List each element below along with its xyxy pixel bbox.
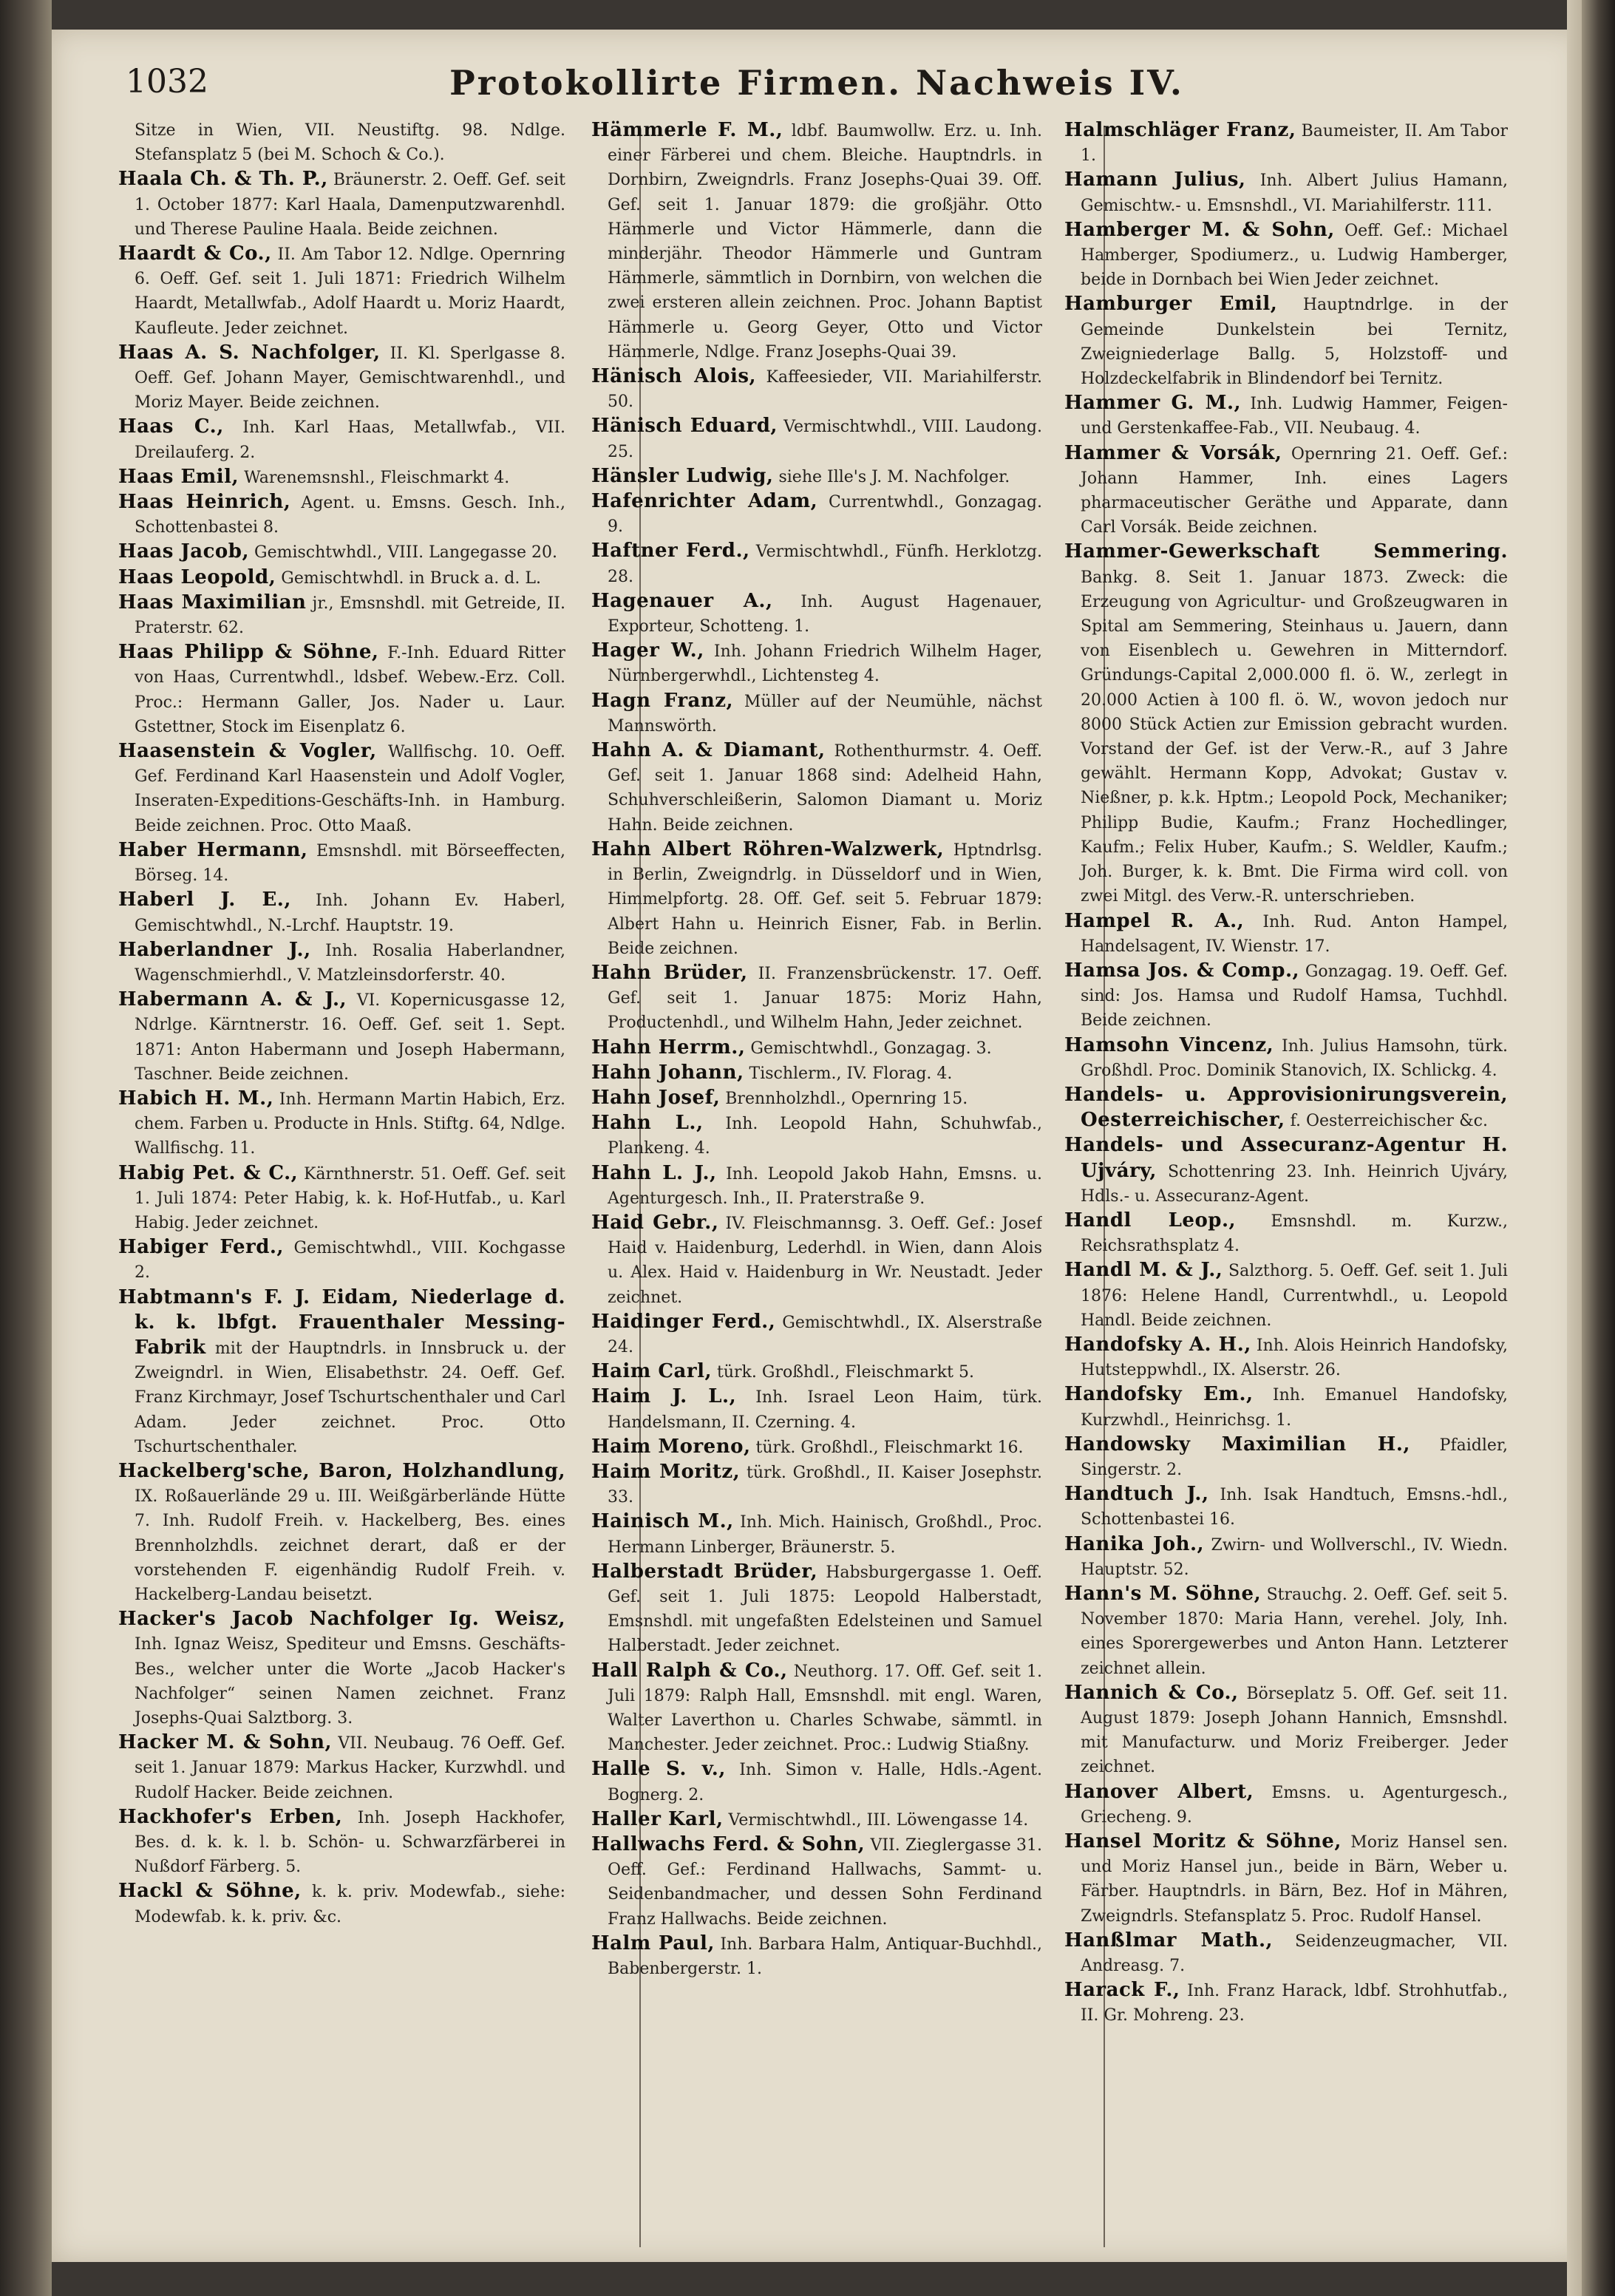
directory-entry [118, 565, 565, 591]
firm-details: jr., Emsnshdl. mit Getreide, II. Praterstr. 62. [135, 594, 565, 638]
firm-details: Schottenring 23. Inh. Heinrich Ujváry, Hdls.- u. Assecuranz-Agent. [1081, 1162, 1508, 1206]
firm-details: Inh. August Hagenauer, Exporteur, Schotteng. 1. [608, 592, 1042, 636]
firm-details: F.-Inh. Eduard Ritter von Haas, Currentwhdl., ldsbef. Webew.-Erz. Coll. Proc.: Hermann Galler, Jos. Nader u. Laur. Gstettner, Stock im Eisenplatz 6. [135, 644, 565, 736]
firm-details: Inh. Emanuel Handofsky, Kurzwhdl., Heinrichsg. 1. [1081, 1386, 1508, 1430]
directory-entry [118, 988, 565, 1087]
firm-details: Inh. Albert Julius Hamann, Gemischtw.- u. Emsnshdl., VI. Mariahilferstr. 111. [1081, 171, 1508, 215]
directory-entry [1064, 1582, 1508, 1681]
firm-name: Hansel Moritz & Söhne, [1064, 1830, 1342, 1853]
firm-name: Handl Leop., [1064, 1209, 1237, 1232]
directory-entry [118, 490, 565, 540]
directory-entry [591, 1385, 1042, 1434]
directory-entry [1064, 1033, 1508, 1083]
firm-details: II. Franzensbrückenstr. 17. Oeff. Gef. seit 1. Januar 1875: Moriz Hahn, Productenhdl., und Wilhelm Hahn, Jeder zeichnet. [608, 964, 1042, 1033]
firm-details: Kärnthnerstr. 51. Oeff. Gef. seit 1. Juli 1874: Peter Habig, k. k. Hof-Hutfab., u. Karl Habig. Jeder zeichnet. [135, 1164, 565, 1232]
firm-details: Inh. Israel Leon Haim, türk. Handelsmann, II. Czerning. 4. [608, 1388, 1042, 1432]
firm-name: Habtmann's F. J. Eidam, Niederlage d. k. k. lbfgt. Frauenthaler Messing-Fabrik [118, 1285, 565, 1359]
directory-entry [591, 464, 1042, 489]
directory-entry [1064, 1532, 1508, 1582]
directory-entry [1064, 118, 1508, 168]
directory-entry [1064, 1333, 1508, 1382]
firm-details: Pfaidler, Singerstr. 2. [1081, 1436, 1508, 1479]
directory-entry [118, 1235, 565, 1285]
directory-entry [118, 1879, 565, 1929]
directory-entry [1064, 1083, 1508, 1133]
firm-name: Haala Ch. & Th. P., [118, 168, 328, 191]
firm-name: Harack F., [1064, 1979, 1180, 2002]
directory-entry [591, 1509, 1042, 1559]
firm-details: Oeff. Gef.: Michael Hamberger, Spodiumerz., u. Ludwig Hamberger, beide in Dornbach bei Wien Jeder zeichnet. [1081, 221, 1508, 290]
firm-name: Hainisch M., [591, 1510, 734, 1533]
directory-entry [1064, 1482, 1508, 1532]
directory-entry [118, 1607, 565, 1731]
directory-entry [118, 341, 565, 415]
firm-name: Halle S. v., [591, 1758, 726, 1781]
firm-name: Haberlandner J., [118, 938, 311, 961]
firm-name: Hänisch Eduard, [591, 415, 778, 438]
firm-name: Haid Gebr., [591, 1211, 719, 1234]
directory-column-2 [591, 118, 1042, 2247]
directory-entry [591, 1560, 1042, 1659]
firm-details: Moriz Hansel sen. und Moriz Hansel jun., beide in Bärn, Weber u. Färber. Hauptndrls. in Bärn, Bez. Hof in Mähren, Zweigndrls. Stefansplatz 5. Proc. Rudolf Hansel. [1081, 1833, 1508, 1926]
directory-entry [1064, 1978, 1508, 2028]
firm-details: Hptndrlsg. in Berlin, Zweigndrlg. in Düsseldorf und in Wien, Himmelpfortg. 28. Off. Gef. seit 5. Februar 1879: Albert Hahn u. Heinrich Eisner, Fab. in Berlin. Beide zeichnen. [608, 840, 1042, 958]
directory-entry [1064, 1780, 1508, 1830]
firm-name: Hänsler Ludwig, [591, 464, 774, 487]
firm-details: Inh. Rosalia Haberlandner, Wagenschmierhdl., V. Matzleinsdorferstr. 40. [135, 941, 565, 985]
directory-entry [591, 1310, 1042, 1359]
firm-name: Hallwachs Ferd. & Sohn, [591, 1833, 866, 1856]
firm-name: Haim Moreno, [591, 1435, 751, 1458]
directory-entry [1064, 441, 1508, 540]
firm-name: Hamann Julius, [1064, 169, 1246, 191]
firm-name: Haim Moritz, [591, 1460, 741, 1483]
firm-name: Hackhofer's Erben, [118, 1805, 343, 1828]
firm-details: Vermischtwhdl., III. Löwengasse 14. [728, 1810, 1029, 1830]
directory-entry [591, 1161, 1042, 1211]
firm-details: k. k. priv. Modewfab., siehe: Modewfab. k. k. priv. &c. [135, 1883, 565, 1926]
firm-details: Vermischtwhdl., VIII. Laudong. 25. [608, 418, 1042, 461]
firm-details: Börseplatz 5. Off. Gef. seit 11. August 1879: Joseph Johann Hannich, Emsnshdl. mit Manufacturw. und Moriz Freiberger. Jeder zeichnet. [1081, 1684, 1508, 1777]
directory-entry [1064, 1830, 1508, 1929]
firm-name: Haber Hermann, [118, 838, 308, 861]
firm-details: mit der Hauptndrls. in Innsbruck u. der Zweigndrl. in Wien, Elisabethstr. 24. Oeff. Gef. Franz Kirchmayr, Josef Tschurtschenthaler und Carl Adam. Jeder zeichnet. Proc. Otto Tschurtschenthaler. [135, 1339, 565, 1456]
firm-name: Handl M. & J., [1064, 1259, 1223, 1282]
firm-details: VII. Zieglergasse 31. Oeff. Gef.: Ferdinand Hallwachs, Sammt- u. Seidenbandmacher, und dessen Sohn Ferdinand Franz Hallwachs. Beide zeichnen. [608, 1836, 1042, 1929]
directory-entry [591, 738, 1042, 838]
firm-details: Inh. Barbara Halm, Antiquar-Buchhdl., Babenbergerstr. 1. [608, 1935, 1042, 1979]
firm-name: Haas Maximilian [118, 591, 307, 614]
firm-name: Haas Jacob, [118, 540, 250, 563]
firm-name: Handels- und Assecuranz-Agentur H. Ujváry, [1064, 1134, 1508, 1182]
firm-details: Salzthorg. 5. Oeff. Gef. seit 1. Juli 1876: Helene Handl, Currentwhdl., u. Leopold Handl. Beide zeichnen. [1081, 1262, 1508, 1330]
directory-entry [591, 1086, 1042, 1111]
firm-name: Hahn L. J., [591, 1161, 717, 1184]
firm-name: Haas Leopold, [118, 565, 276, 588]
directory-entry [591, 1111, 1042, 1161]
firm-details: Inh. Mich. Hainisch, Großhdl., Proc. Hermann Linberger, Bräunerstr. 5. [608, 1513, 1042, 1557]
directory-entry [1064, 540, 1508, 908]
directory-entry [1064, 391, 1508, 441]
directory-entry [118, 415, 565, 464]
firm-name: Hahn Albert Röhren-Walzwerk, [591, 838, 945, 860]
firm-name: Hagn Franz, [591, 689, 734, 712]
directory-entry [1064, 1258, 1508, 1333]
firm-name: Haasenstein & Vogler, [118, 740, 377, 763]
firm-details: Inh. Leopold Hahn, Schuhwfab., Plankeng. 4. [608, 1115, 1042, 1158]
directory-entry [591, 1359, 1042, 1385]
firm-name: Hacker's Jacob Nachfolger Ig. Weisz, [118, 1608, 565, 1631]
firm-name: Haardt & Co., [118, 242, 272, 265]
firm-name: Haim J. L., [591, 1385, 737, 1408]
directory-entry [591, 364, 1042, 414]
firm-name: Hänisch Alois, [591, 365, 757, 388]
page-header [126, 63, 1508, 115]
directory-entry [118, 242, 565, 341]
firm-details: ldbf. Baumwollw. Erz. u. Inh. einer Färberei und chem. Bleiche. Hauptndrls. in Dornbirn, Zweigndrls. Franz Josephs-Quai 39. Off. Gef. seit 1. Januar 1879: die großjähr. Otto Hämmerle und Victor Hämmerle, dann die minderjähr. Theodor Hämmerle und Guntram Hämmerle, sämmtlich in Dornbirn, von welchen die zwei ersteren allein zeichnen. Proc. Johann Baptist Hämmerle u. Georg Geyer, Otto und Victor Hämmerle, Ndlge. Franz Josephs-Quai 39. [608, 122, 1042, 361]
firm-name: Hackl & Söhne, [118, 1880, 302, 1903]
binding-gutter-right [1582, 0, 1615, 2296]
firm-details: Gemischtwhdl., VIII. Kochgasse 2. [135, 1239, 565, 1283]
directory-entry [118, 591, 565, 640]
firm-name: Handofsky A. H., [1064, 1333, 1251, 1356]
firm-name: Hahn Brüder, [591, 961, 748, 984]
firm-name: Haas Philipp & Söhne, [118, 641, 379, 664]
firm-details: Gemischtwhdl. in Bruck a. d. L. [281, 568, 541, 588]
firm-name: Hagenauer A., [591, 589, 773, 612]
firm-details: Wallfischg. 10. Oeff. Gef. Ferdinand Karl Haasenstein und Adolf Vogler, Inseraten-Expeditions-Geschäfts-Inh. in Hamburg. Beide zeichnen. Proc. Otto Maaß. [135, 743, 565, 835]
firm-details: Emsns. u. Agenturgesch., Griecheng. 9. [1081, 1783, 1508, 1827]
firm-name: Hall Ralph & Co., [591, 1659, 788, 1682]
firm-name: Handowsky Maximilian H., [1064, 1433, 1410, 1456]
firm-name: Hamburger Emil, [1064, 293, 1278, 316]
firm-name: Haas A. S. Nachfolger, [118, 341, 381, 364]
firm-details: Warenemsnshl., Fleischmarkt 4. [244, 468, 510, 487]
binding-gutter-left [0, 0, 52, 2296]
directory-entry [118, 1731, 565, 1805]
directory-entry [118, 1805, 565, 1880]
directory-entry [591, 1757, 1042, 1807]
firm-details: Inh. Julius Hamsohn, türk. Großhdl. Proc. Dominik Stanovich, IX. Schlickg. 4. [1081, 1036, 1508, 1080]
firm-name: Haftner Ferd., [591, 540, 750, 563]
firm-name: Hackelberg'sche, Baron, Holzhandlung, [118, 1459, 565, 1482]
firm-name: Hanover Albert, [1064, 1780, 1254, 1803]
directory-entry [591, 1932, 1042, 1981]
directory-entry [118, 540, 565, 565]
directory-entry [118, 888, 565, 937]
directory-entry [118, 167, 565, 242]
firm-name: Halmschläger Franz, [1064, 119, 1296, 141]
directory-entry [118, 739, 565, 838]
directory-entry [591, 489, 1042, 539]
firm-details: Inh. Johann Ev. Haberl, Gemischtwhdl., N.-Lrchf. Hauptstr. 19. [135, 891, 565, 935]
directory-entry [1064, 1382, 1508, 1432]
firm-name: Habermann A. & J., [118, 988, 347, 1011]
firm-details: VII. Neubaug. 76 Oeff. Gef. seit 1. Januar 1879: Markus Hacker, Kurzwhdl. und Rudolf Hacker. Beide zeichnen. [135, 1734, 565, 1802]
firm-details: Inh. Karl Haas, Metallwfab., VII. Dreilauferg. 2. [135, 418, 565, 462]
directory-entry [591, 1061, 1042, 1086]
firm-details: Inh. Ignaz Weisz, Spediteur und Emsns. Geschäfts-Bes., welcher unter die Worte „Jacob Hacker's Nachfolger“ seinen Namen zeichnet. Franz Josephs-Quai Salztborg. 3. [135, 1635, 565, 1728]
firm-name: Haidinger Ferd., [591, 1310, 776, 1333]
directory-entry [591, 1211, 1042, 1310]
directory-entry [591, 1807, 1042, 1833]
firm-name: Halm Paul, [591, 1932, 715, 1954]
directory-column-1 [118, 118, 565, 2247]
firm-name: Hämmerle F. M., [591, 119, 783, 141]
firm-details: Inh. Alois Heinrich Handofsky, Hutsteppwhdl., IX. Alserstr. 26. [1081, 1336, 1508, 1380]
directory-entry [591, 1833, 1042, 1932]
firm-name: Hafenrichter Adam, [591, 490, 818, 513]
directory-entry [118, 838, 565, 888]
firm-name: Handtuch J., [1064, 1483, 1209, 1506]
directory-entry [1064, 218, 1508, 293]
directory-columns [118, 118, 1508, 2247]
firm-details: Zwirn- und Wollverschl., IV. Wiedn. Hauptstr. 52. [1081, 1535, 1508, 1579]
firm-details: VI. Kopernicusgasse 12, Ndrlge. Kärntnerstr. 16. Oeff. Gef. seit 1. Sept. 1871: Anton Habermann und Joseph Habermann, Taschner. Beide zeichnen. [135, 991, 565, 1084]
firm-details: Emsnshdl. mit Börseeffecten, Börseg. 14. [135, 841, 565, 886]
firm-details: Opernring 21. Oeff. Gef.: Johann Hammer, Inh. eines Lagers pharmaceutischer Geräthe und Apparate, dann Carl Vorsák. Beide zeichnen. [1081, 444, 1508, 537]
firm-name: Haas C., [118, 415, 224, 438]
firm-details: IX. Roßauerlände 29 u. III. Weißgärberlände Hütte 7. Inh. Rudolf Freih. v. Hackelberg, Bes. eines Brennholzhdls. zeichnet derart, daß er der vorstehenden F. eigenhändig Rudolf Freih. v. Hackelberg-Landau beisetzt. [135, 1487, 565, 1604]
firm-details: Bankg. 8. Seit 1. Januar 1873. Zweck: die Erzeugung von Agricultur- und Großzeugwaren in Spital am Semmering, Steinhaus u. Jauern, dann von Eisenblech u. Gewehren in Mitterndorf. Gründungs-Capital 2,000.000 fl. ö. W., zerlegt in 20.000 Actien à 100 fl. ö. W., wovon jedoch nur 8000 Stück Actien zur Emission gebracht wurden. Vorstand der Gef. ist der Verw.-R., auf 3 Jahre gewählt. Hermann Kopp, Advokat; Gustav v. Nießner, p. k.k. Hptm.; Leopold Pock, Mechaniker; Philipp Budie, Kaufm.; Franz Hochedlinger, Kaufm.; Felix Huber, Kaufm.; S. Weldler, Kaufm.; Joh. Burger, k. k. Bmt. Die Firma wird coll. von zwei Mitgl. des Verw.-R. unterschrieben. [1081, 568, 1508, 906]
directory-entry [118, 1161, 565, 1236]
page-number: 1032 [126, 63, 208, 101]
firm-name: Haim Carl, [591, 1360, 713, 1383]
directory-entry [591, 539, 1042, 588]
firm-details: Hauptndrlge. in der Gemeinde Dunkelstein bei Ternitz, Zweigniederlage Ballg. 5, Holzstoff- und Holzdeckelfabrik in Blindendorf bei Ternitz. [1081, 296, 1508, 389]
firm-name: Haller Karl, [591, 1807, 724, 1830]
firm-name: Handels- u. Approvisionirungsverein, Oesterreichischer, [1064, 1083, 1508, 1132]
directory-entry [118, 1285, 565, 1459]
directory-entry [118, 1459, 565, 1607]
directory-entry [1064, 1681, 1508, 1780]
firm-details: türk. Großhdl., II. Kaiser Josephstr. 33. [608, 1463, 1042, 1507]
firm-details: Neuthorg. 17. Off. Gef. seit 1. Juli 1879: Ralph Hall, Emsnshdl. mit engl. Waren, Walter Laverthon u. Charles Schwabe, sämmtl. in Manchester. Jeder zeichnet. Proc.: Ludwig Stiaßny. [608, 1662, 1042, 1755]
firm-name: Hann's M. Söhne, [1064, 1582, 1262, 1605]
directory-entry [118, 465, 565, 490]
firm-details: Kaffeesieder, VII. Mariahilferstr. 50. [608, 368, 1042, 412]
firm-name: Habig Pet. & C., [118, 1161, 299, 1184]
directory-entry [118, 938, 565, 988]
firm-name: Hammer-Gewerkschaft Semmering. [1064, 540, 1508, 563]
directory-entry [118, 640, 565, 739]
running-title: Protokollirte Firmen. Nachweis IV. [449, 63, 1184, 103]
directory-column-3 [1064, 118, 1508, 2247]
directory-entry [118, 118, 565, 167]
firm-name: Habiger Ferd., [118, 1236, 284, 1259]
firm-details: türk. Großhdl., Fleischmarkt 5. [717, 1363, 974, 1382]
directory-entry [591, 639, 1042, 688]
firm-name: Hamberger M. & Sohn, [1064, 218, 1335, 241]
directory-entry [591, 1460, 1042, 1509]
firm-name: Hammer & Vorsák, [1064, 441, 1282, 464]
firm-name: Hahn Josef, [591, 1086, 721, 1109]
firm-details: Tischlerm., IV. Florag. 4. [749, 1064, 953, 1083]
firm-details: Gemischtwhdl., VIII. Langegasse 20. [254, 543, 557, 563]
firm-details: Müller auf der Neumühle, nächst Mannswörth. [608, 692, 1042, 736]
firm-name: Hahn L., [591, 1112, 704, 1135]
firm-name: Hannich & Co., [1064, 1681, 1239, 1704]
directory-entry [118, 1087, 565, 1161]
firm-details: Inh. Joseph Hackhofer, Bes. d. k. k. l. b. Schön- u. Schwarzfärberei in Nußdorf Färberg. 5. [135, 1808, 565, 1877]
firm-details: IV. Fleischmannsg. 3. Oeff. Gef.: Josef Haid v. Haidenburg, Lederhdl. in Wien, dann Alois u. Alex. Haid v. Haidenburg in Wr. Neustadt. Jeder zeichnet. [608, 1214, 1042, 1307]
firm-name: Handofsky Em., [1064, 1383, 1254, 1406]
directory-entry [591, 414, 1042, 463]
directory-entry [1064, 1133, 1508, 1209]
firm-name: Haas Emil, [118, 465, 239, 488]
firm-name: Hammer G. M., [1064, 392, 1242, 415]
firm-details: Strauchg. 2. Oeff. Gef. seit 5. November 1870: Maria Hann, verehel. Joly, Inh. eines Sporergewerbes und Anton Hann. Letzterer zeichnet allein. [1081, 1585, 1508, 1678]
firm-details: II. Am Tabor 12. Ndlge. Opernring 6. Oeff. Gef. seit 1. Juli 1871: Friedrich Wilhelm Haardt, Metallwfab., Adolf Haardt u. Moriz Haardt, Kaufleute. Jeder zeichnet. [135, 245, 565, 338]
directory-entry [591, 589, 1042, 639]
directory-entry [1064, 168, 1508, 217]
firm-name: Haberl J. E., [118, 889, 291, 911]
directory-entry [591, 1435, 1042, 1460]
firm-details: Inh. Ludwig Hammer, Feigen- und Gerstenkaffee-Fab., VII. Neubaug. 4. [1081, 395, 1508, 438]
firm-name: Hampel R. A., [1064, 909, 1245, 932]
firm-name: Hamsa Jos. & Comp., [1064, 959, 1300, 982]
directory-entry [1064, 292, 1508, 391]
firm-details: Baumeister, II. Am Tabor 1. [1081, 122, 1508, 166]
firm-name: Hamsohn Vincenz, [1064, 1033, 1274, 1056]
firm-name: Hanßlmar Math., [1064, 1929, 1274, 1952]
firm-details: Inh. Isak Handtuch, Emsns.-hdl., Schottenbastei 16. [1081, 1486, 1508, 1529]
firm-details: Gemischtwhdl., IX. Alserstraße 24. [608, 1313, 1042, 1356]
firm-name: Haas Heinrich, [118, 491, 291, 514]
firm-details: Sitze in Wien, VII. Neustiftg. 98. Ndlge. Stefansplatz 5 (bei M. Schoch & Co.). [135, 121, 565, 165]
directory-entry [591, 118, 1042, 364]
directory-entry [1064, 1929, 1508, 1978]
firm-details: f. Oesterreichischer &c. [1290, 1112, 1488, 1131]
firm-details: Inh. Franz Harack, ldbf. Strohhutfab., II. Gr. Mohreng. 23. [1081, 1982, 1508, 2025]
firm-details: Habsburgergasse 1. Oeff. Gef. seit 1. Juli 1875: Leopold Halberstadt, Emsnshdl. mit ungefaßten Edelsteinen und Samuel Halberstadt. Jeder zeichnet. [608, 1563, 1042, 1656]
directory-entry [1064, 909, 1508, 959]
firm-details: Seidenzeugmacher, VII. Andreasg. 7. [1081, 1932, 1508, 1976]
firm-details: Bräunerstr. 2. Oeff. Gef. seit 1. October 1877: Karl Haala, Damenputzwarenhdl. und Therese Pauline Haala. Beide zeichnen. [135, 171, 565, 239]
firm-details: Currentwhdl., Gonzagag. 9. [608, 493, 1042, 537]
firm-details: Vermischtwhdl., Fünfh. Herklotzg. 28. [608, 543, 1042, 586]
firm-name: Hahn A. & Diamant, [591, 739, 826, 762]
firm-name: Hacker M. & Sohn, [118, 1731, 333, 1754]
firm-name: Hahn Herrm., [591, 1036, 746, 1059]
firm-name: Habich H. M., [118, 1087, 274, 1110]
firm-details: Rothenthurmstr. 4. Oeff. Gef. seit 1. Januar 1868 sind: Adelheid Hahn, Schuhverschleißerin, Salomon Diamant u. Moriz Hahn. Beide zeichnen. [608, 742, 1042, 835]
firm-name: Hahn Johann, [591, 1061, 744, 1084]
firm-details: II. Kl. Sperlgasse 8. Oeff. Gef. Johann Mayer, Gemischtwarenhdl., und Moriz Mayer. Beide zeichnen. [135, 344, 565, 412]
firm-details: türk. Großhdl., Fleischmarkt 16. [755, 1438, 1024, 1457]
directory-entry [1064, 959, 1508, 1033]
directory-entry [591, 689, 1042, 738]
directory-entry [591, 838, 1042, 961]
firm-details: Inh. Rud. Anton Hampel, Handelsagent, IV. Wienstr. 17. [1081, 912, 1508, 956]
firm-details: Inh. Simon v. Halle, Hdls.-Agent. Bognerg. 2. [608, 1761, 1042, 1804]
directory-entry [591, 1659, 1042, 1758]
firm-name: Hager W., [591, 639, 704, 662]
firm-details: Inh. Johann Friedrich Wilhelm Hager, Nürnbergerwhdl., Lichtensteg 4. [608, 642, 1042, 686]
firm-details: Inh. Leopold Jakob Hahn, Emsns. u. Agenturgesch. Inh., II. Praterstraße 9. [608, 1164, 1042, 1208]
firm-details: Agent. u. Emsns. Gesch. Inh., Schottenbastei 8. [135, 494, 565, 537]
firm-details: Inh. Hermann Martin Habich, Erz. chem. Farben u. Producte in Hnls. Stiftg. 64, Ndlge. Wallfischg. 11. [135, 1090, 565, 1158]
firm-details: Gonzagag. 19. Oeff. Gef. sind: Jos. Hamsa und Rudolf Hamsa, Tuchhdl. Beide zeichnen. [1081, 962, 1508, 1030]
firm-details: siehe Ille's J. M. Nachfolger. [778, 467, 1010, 486]
firm-details: Gemischtwhdl., Gonzagag. 3. [750, 1039, 992, 1058]
directory-entry [1064, 1209, 1508, 1258]
firm-name: Hanika Joh., [1064, 1532, 1205, 1555]
directory-entry [1064, 1433, 1508, 1482]
firm-name: Halberstadt Brüder, [591, 1560, 818, 1583]
directory-entry [591, 1036, 1042, 1061]
firm-details: Emsnshdl. m. Kurzw., Reichsrathsplatz 4. [1081, 1212, 1508, 1256]
firm-details: Brennholzhdl., Opernring 15. [725, 1089, 968, 1108]
directory-entry [591, 961, 1042, 1036]
